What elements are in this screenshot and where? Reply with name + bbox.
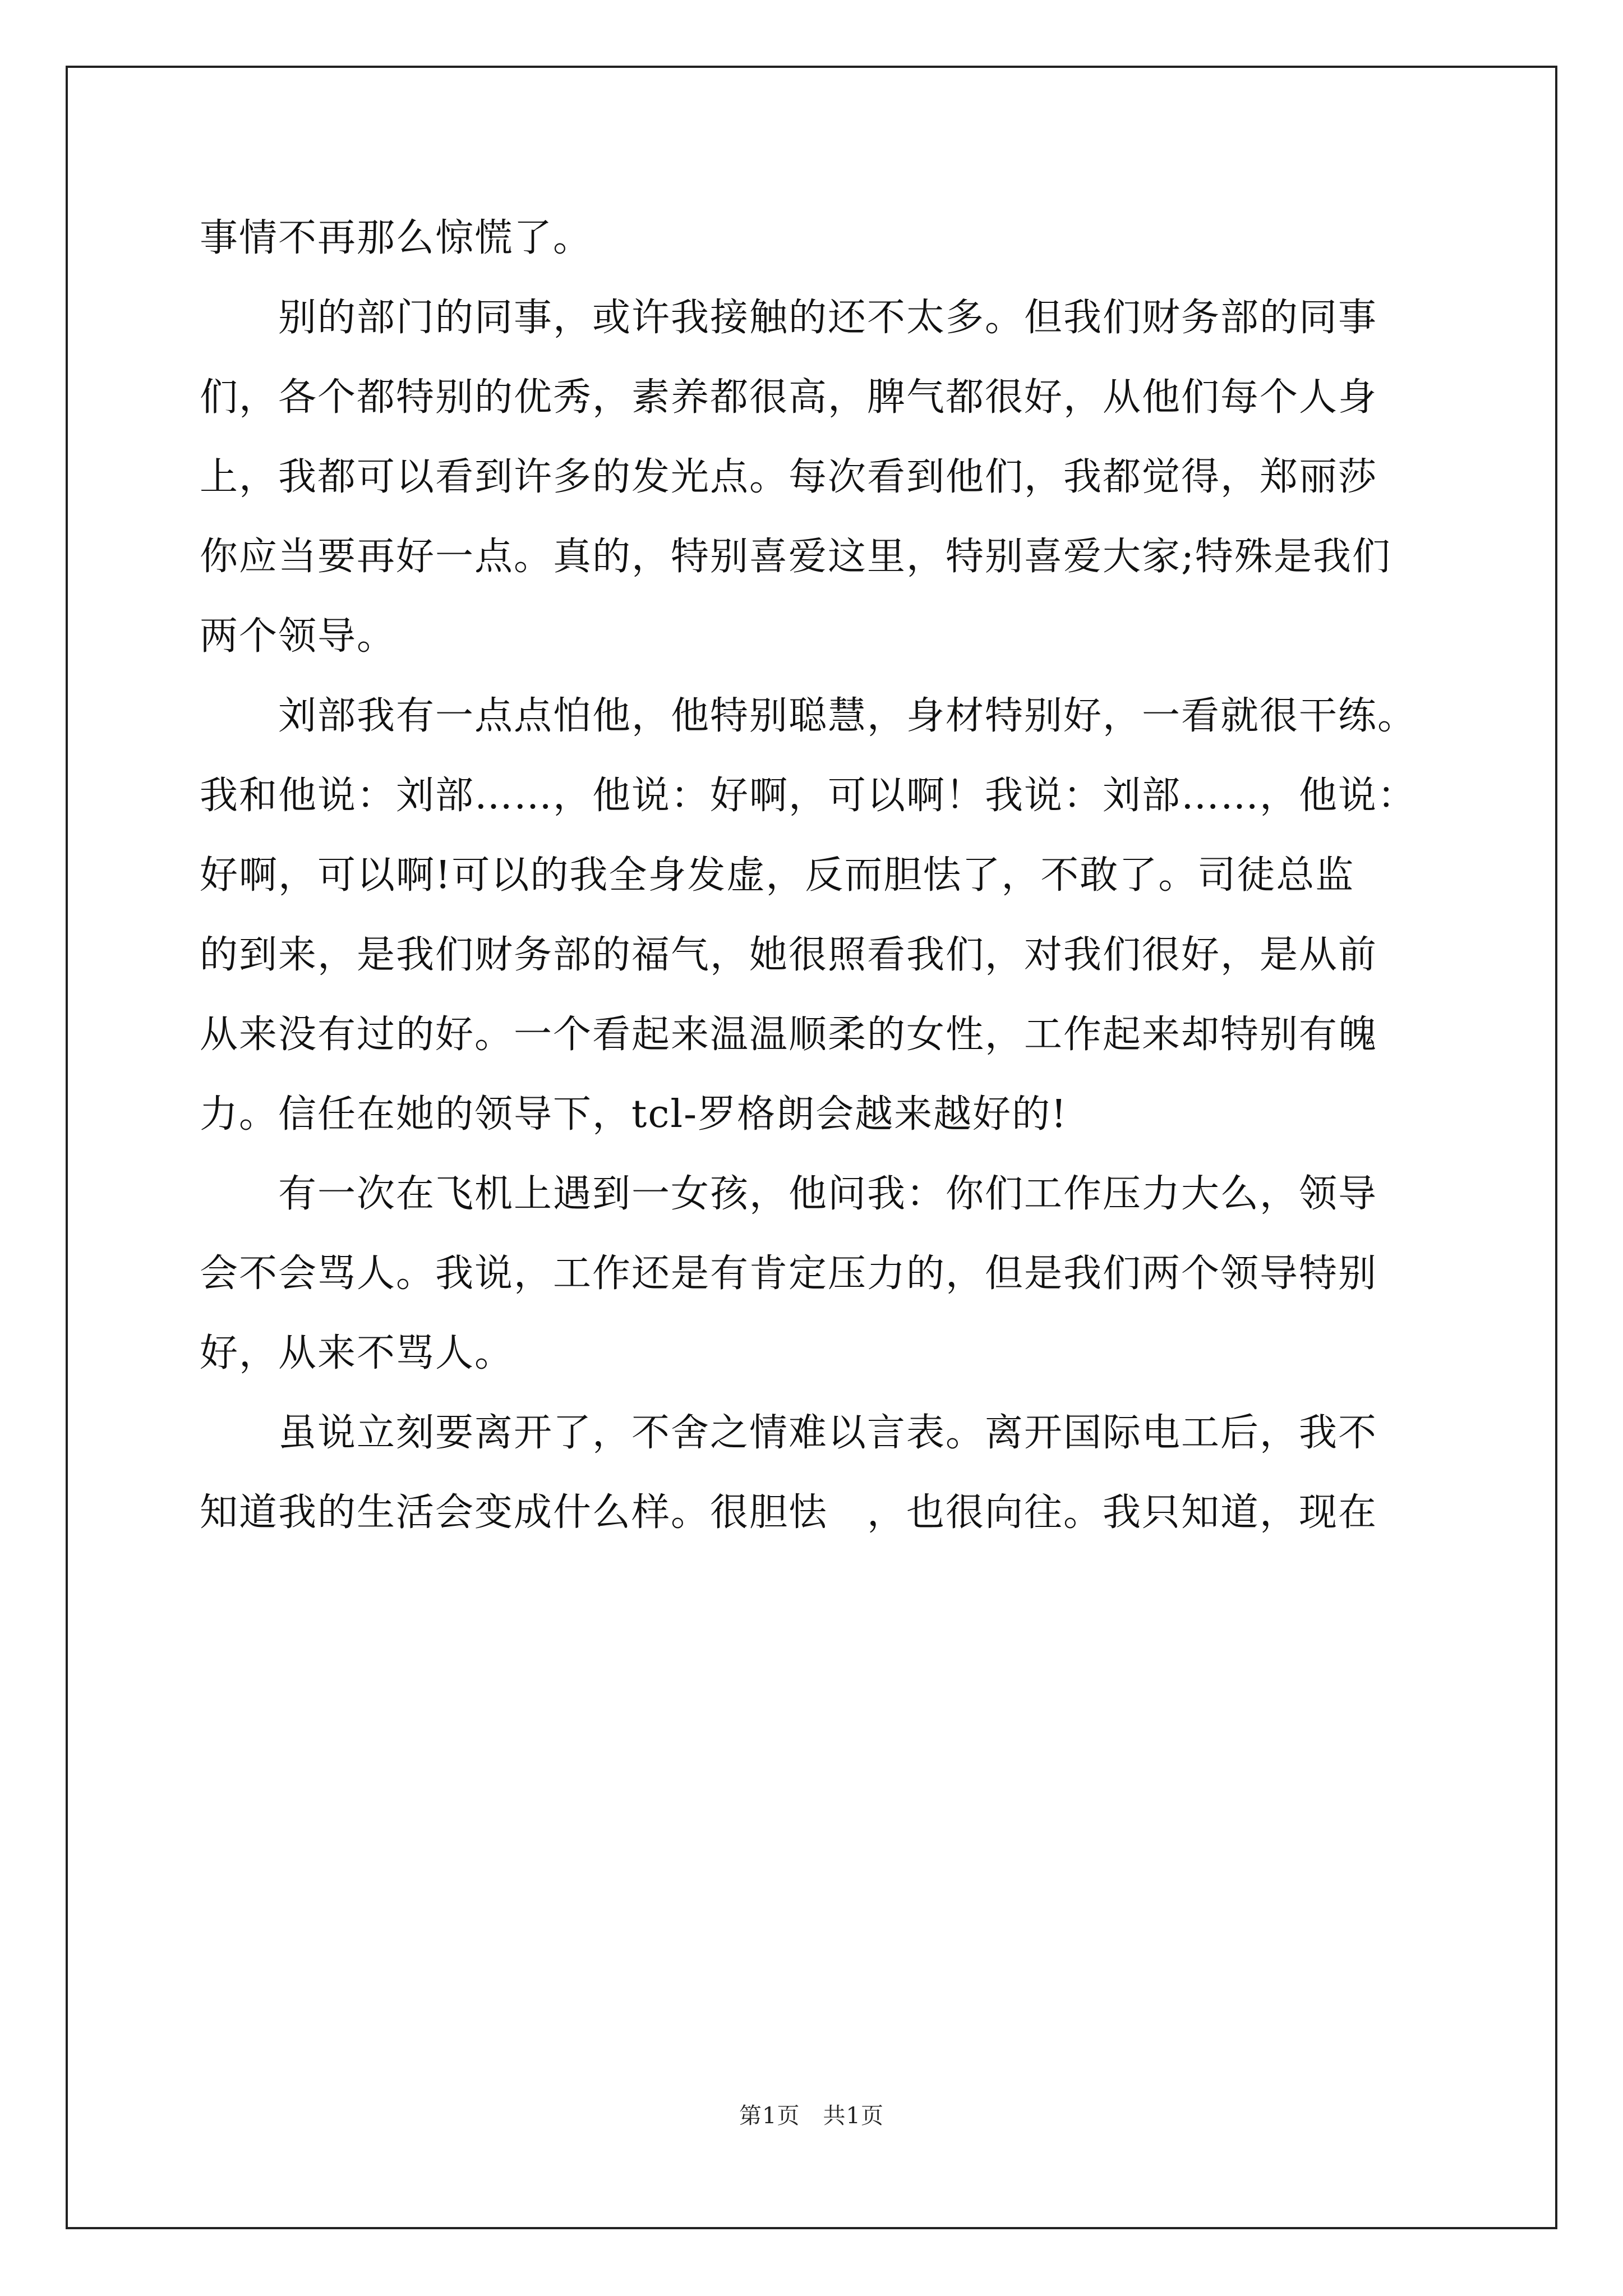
text-line: 从来没有过的好。一个看起来温温顺柔的女性，工作起来却特别有魄	[200, 1013, 1378, 1057]
text-line: 刘部我有一点点怕他，他特别聪慧，身材特别好，一看就很干练。	[200, 694, 1417, 738]
text-line: 会不会骂人。我说，工作还是有肯定压力的，但是我们两个领导特别	[200, 1251, 1378, 1296]
text-line: 两个领导。	[200, 614, 396, 659]
text-line: 事情不再那么惊慌了。	[200, 216, 593, 260]
page-number-footer: 第1页 共1页	[739, 2103, 884, 2129]
text-line: 虽说立刻要离开了，不舍之情难以言表。离开国际电工后，我不	[200, 1411, 1378, 1455]
text-line: 你应当要再好一点。真的，特别喜爱这里，特别喜爱大家;特殊是我们	[200, 535, 1391, 579]
text-line: 力。信任在她的领导下，tcl-罗格朗会越来越好的!	[200, 1092, 1068, 1137]
text-line: 知道我的生活会变成什么样。很胆怯 ，也很向往。我只知道，现在	[200, 1490, 1378, 1535]
text-line: 的到来，是我们财务部的福气，她很照看我们，对我们很好，是从前	[200, 933, 1378, 977]
text-line: 别的部门的同事，或许我接触的还不太多。但我们财务部的同事	[200, 296, 1378, 340]
document-body	[200, 199, 1456, 1553]
text-line: 我和他说：刘部……，他说：好啊，可以啊！我说：刘部……，他说：	[200, 774, 1417, 818]
text-line: 上，我都可以看到许多的发光点。每次看到他们，我都觉得，郑丽莎	[200, 455, 1378, 499]
text-line: 好，从来不骂人。	[200, 1331, 514, 1375]
text-line: 有一次在飞机上遇到一女孩，他问我：你们工作压力大么，领导	[200, 1172, 1378, 1216]
text-line: 们，各个都特别的优秀，素养都很高，脾气都很好，从他们每个人身	[200, 375, 1378, 420]
text-line: 好啊，可以啊!可以的我全身发虚，反而胆怯了，不敢了。司徒总监	[200, 853, 1355, 898]
